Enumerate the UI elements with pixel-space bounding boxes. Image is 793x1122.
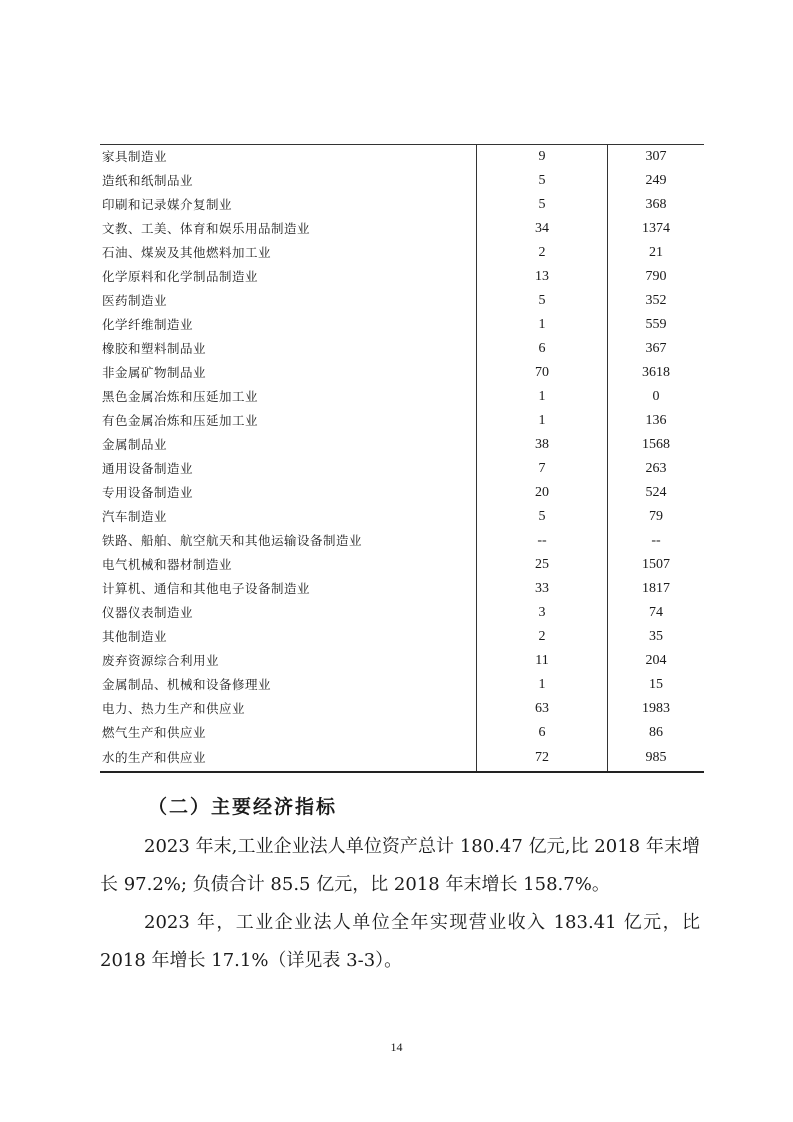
industry-name-cell: 通用设备制造业: [102, 461, 194, 476]
value-cell-1: 33: [477, 577, 608, 601]
value-cell-1: 38: [477, 433, 608, 457]
industry-name-cell: 汽车制造业: [102, 509, 168, 524]
value-cell-1: 3: [477, 601, 608, 625]
industry-name-cell: 印刷和记录媒介复制业: [102, 197, 233, 212]
value-cell-2: 1507: [608, 553, 705, 577]
value-cell-1: 5: [477, 169, 608, 193]
table-row: [100, 481, 704, 505]
value-cell-1: 6: [477, 721, 608, 745]
value-cell-2: 1983: [608, 697, 705, 721]
industry-name-cell: 医药制造业: [102, 293, 168, 308]
table-row: [100, 697, 704, 721]
industry-name-cell: 专用设备制造业: [102, 485, 194, 500]
industry-name-cell: 仪器仪表制造业: [102, 605, 194, 620]
value-cell-2: 35: [608, 625, 705, 649]
industry-name-cell: 电气机械和器材制造业: [102, 557, 233, 572]
value-cell-2: 559: [608, 313, 705, 337]
value-cell-1: 6: [477, 337, 608, 361]
table-row: [100, 385, 704, 409]
value-cell-1: 20: [477, 481, 608, 505]
table-row: [100, 625, 704, 649]
paragraph-revenue: 2023 年，工业企业法人单位全年实现营业收入 183.41 亿元，比 2018 年增长 17.1%（详见表 3-3）。: [100, 912, 700, 971]
value-cell-2: 1374: [608, 217, 705, 241]
table-row: [100, 193, 704, 217]
value-cell-1: 7: [477, 457, 608, 481]
value-cell-1: 63: [477, 697, 608, 721]
value-cell-1: 9: [477, 145, 608, 170]
table-row: [100, 337, 704, 361]
industry-name-cell: 有色金属冶炼和压延加工业: [102, 413, 259, 428]
industry-name-cell: 橡胶和塑料制品业: [102, 341, 207, 356]
industry-name-cell: 家具制造业: [102, 149, 168, 164]
table-row: [100, 721, 704, 745]
industry-name-cell: 燃气生产和供应业: [102, 725, 207, 740]
table-row: [100, 145, 704, 170]
industry-name-cell: 金属制品、机械和设备修理业: [102, 677, 272, 692]
value-cell-2: 136: [608, 409, 705, 433]
value-cell-2: 0: [608, 385, 705, 409]
value-cell-2: 524: [608, 481, 705, 505]
value-cell-2: 249: [608, 169, 705, 193]
value-cell-2: 368: [608, 193, 705, 217]
value-cell-1: 5: [477, 193, 608, 217]
table-row: [100, 457, 704, 481]
value-cell-2: 21: [608, 241, 705, 265]
industry-name-cell: 计算机、通信和其他电子设备制造业: [102, 581, 311, 596]
value-cell-1: 1: [477, 385, 608, 409]
value-cell-2: 204: [608, 649, 705, 673]
value-cell-1: 1: [477, 313, 608, 337]
value-cell-1: 72: [477, 745, 608, 772]
table-row: [100, 313, 704, 337]
paragraph-assets: 2023 年末,工业企业法人单位资产总计 180.47 亿元,比 2018 年末增长 97.2%; 负债合计 85.5 亿元，比 2018 年末增长 158.7%。: [100, 836, 700, 895]
table-row: [100, 553, 704, 577]
value-cell-1: 5: [477, 505, 608, 529]
table-row: [100, 529, 704, 553]
table-row: [100, 649, 704, 673]
industry-name-cell: 化学纤维制造业: [102, 317, 194, 332]
value-cell-2: 790: [608, 265, 705, 289]
table-row: [100, 409, 704, 433]
industry-table: [100, 144, 704, 773]
value-cell-2: 3618: [608, 361, 705, 385]
value-cell-2: 74: [608, 601, 705, 625]
industry-name-cell: 石油、煤炭及其他燃料加工业: [102, 245, 272, 260]
value-cell-1: 5: [477, 289, 608, 313]
industry-name-cell: 金属制品业: [102, 437, 168, 452]
industry-name-cell: 文教、工美、体育和娱乐用品制造业: [102, 221, 311, 236]
industry-name-cell: 其他制造业: [102, 629, 168, 644]
table-row: [100, 505, 704, 529]
value-cell-1: 11: [477, 649, 608, 673]
table-row: [100, 241, 704, 265]
value-cell-1: 34: [477, 217, 608, 241]
value-cell-2: 1568: [608, 433, 705, 457]
table-row: [100, 673, 704, 697]
industry-name-cell: 电力、热力生产和供应业: [102, 701, 246, 716]
industry-name-cell: 黑色金属冶炼和压延加工业: [102, 389, 259, 404]
industry-name-cell: 化学原料和化学制品制造业: [102, 269, 259, 284]
value-cell-1: 25: [477, 553, 608, 577]
value-cell-2: 86: [608, 721, 705, 745]
value-cell-2: 79: [608, 505, 705, 529]
industry-table-body: [100, 145, 704, 773]
industry-name-cell: 造纸和纸制品业: [102, 173, 194, 188]
industry-name-cell: 水的生产和供应业: [102, 750, 207, 765]
value-cell-2: 367: [608, 337, 705, 361]
value-cell-1: 2: [477, 241, 608, 265]
industry-name-cell: 铁路、船舶、航空航天和其他运输设备制造业: [102, 533, 363, 548]
value-cell-2: 307: [608, 145, 705, 170]
value-cell-2: 1817: [608, 577, 705, 601]
table-row: [100, 169, 704, 193]
value-cell-2: --: [608, 529, 705, 553]
page-number: 14: [390, 1040, 403, 1054]
value-cell-1: 2: [477, 625, 608, 649]
table-row: [100, 361, 704, 385]
table-row: [100, 577, 704, 601]
value-cell-2: 352: [608, 289, 705, 313]
table-row: [100, 217, 704, 241]
industry-name-cell: 非金属矿物制品业: [102, 365, 207, 380]
table-row: [100, 289, 704, 313]
industry-name-cell: 废弃资源综合利用业: [102, 653, 220, 668]
value-cell-1: 70: [477, 361, 608, 385]
value-cell-2: 985: [608, 745, 705, 772]
section-heading: （二）主要经济指标: [148, 796, 338, 818]
value-cell-2: 15: [608, 673, 705, 697]
table-row: [100, 601, 704, 625]
value-cell-1: 1: [477, 673, 608, 697]
table-row: [100, 433, 704, 457]
industry-table-container: [100, 144, 700, 773]
value-cell-1: --: [477, 529, 608, 553]
value-cell-1: 13: [477, 265, 608, 289]
value-cell-1: 1: [477, 409, 608, 433]
table-row: [100, 745, 704, 772]
value-cell-2: 263: [608, 457, 705, 481]
table-row: [100, 265, 704, 289]
